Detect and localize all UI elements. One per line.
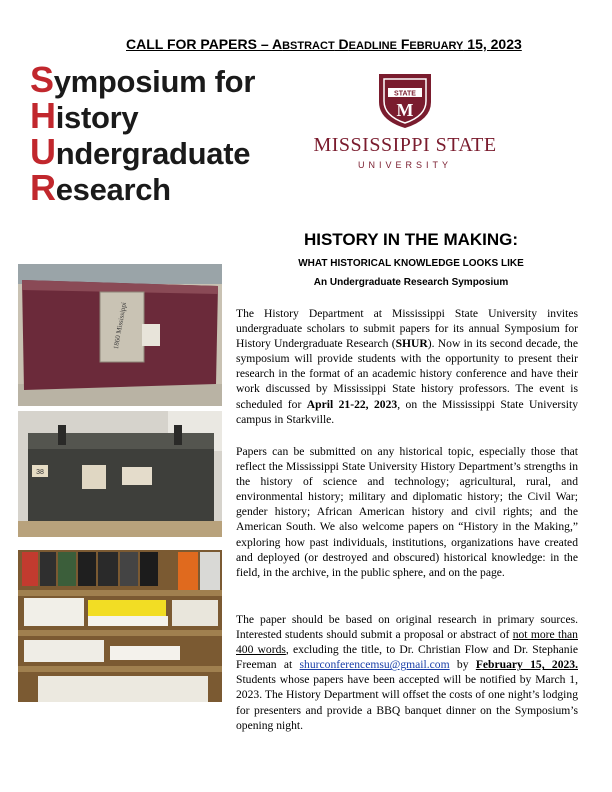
page-title: HISTORY IN THE MAKING: [303, 230, 519, 249]
svg-text:1860 Mississippi: 1860 Mississippi [111, 301, 129, 350]
msu-university: UNIVERSITY [357, 160, 452, 170]
photo-metal-box [18, 411, 222, 537]
msu-shield-icon [375, 72, 435, 130]
paragraph-topics: Papers can be submitted on any historical topic, especially those that reflect the Mississippi State University History Department’s strengths in the history of science and technology; agricultural, rural, and environmental history; military and diplomatic history; the Civil War; gender history; African American history and civil rights; and the American South. We also welcome papers on “History in the Making,” exploring how past individuals, institutions, organizations have created and deployed (or destroyed and obscured) historical knowledge: in the field, in the archive, in the public sphere, and on the page. [236, 445, 578, 579]
msu-name: MISSISSIPPI STATE [313, 134, 497, 156]
svg-text:M: M [396, 100, 414, 120]
page-subtitle-2: An Undergraduate Research Symposium [313, 277, 509, 288]
email-link[interactable]: shurconferencemsu@gmail.com [299, 658, 450, 672]
msu-logo [310, 72, 500, 182]
photo-archive-shelf [18, 550, 222, 702]
svg-text:38: 38 [36, 469, 44, 476]
shur-line-3: Undergraduate [30, 131, 251, 172]
shur-line-4: Research [30, 167, 171, 208]
shur-line-2: History [30, 95, 139, 136]
photo-old-book [18, 264, 222, 406]
svg-text:STATE: STATE [394, 90, 416, 98]
paragraph-submission: The paper should be based on original research in primary sources. Interested students should submit a proposal or abstract of not more than 400 words, excluding the title, to Dr. Christian Flow and Dr. Stephanie Freeman at shurconferencemsu@gmail.com by February 15, 2023. Students whose papers have been accepted will be notified by March 1, 2023. The History Department will offset the costs of one night’s lodging for presenters and provide a BBQ banquet dinner on the Symposium’s opening night. [236, 613, 578, 732]
shur-logo [30, 59, 300, 208]
shur-line-1: Symposium for [30, 59, 256, 100]
paragraph-intro: The History Department at Mississippi State University invites undergraduate scholars to submit papers for its annual Symposium for History Undergraduate Research (SHUR). Now in its second decade, the symposium will provide students with the opportunity to present their research in the format of an academic history conference and have their work discussed by Mississippi State history professors. The event is scheduled for April 21-22, 2023, on the Mississippi State University campus in Starkville. [236, 307, 578, 426]
header-part1: CALL FOR PAPERS – [126, 36, 272, 52]
call-for-papers-header: CALL FOR PAPERS – ABSTRACT DEADLINE FEBRUARY 15, 2023 [126, 36, 522, 52]
page-subtitle: WHAT HISTORICAL KNOWLEDGE LOOKS LIKE [298, 258, 524, 269]
